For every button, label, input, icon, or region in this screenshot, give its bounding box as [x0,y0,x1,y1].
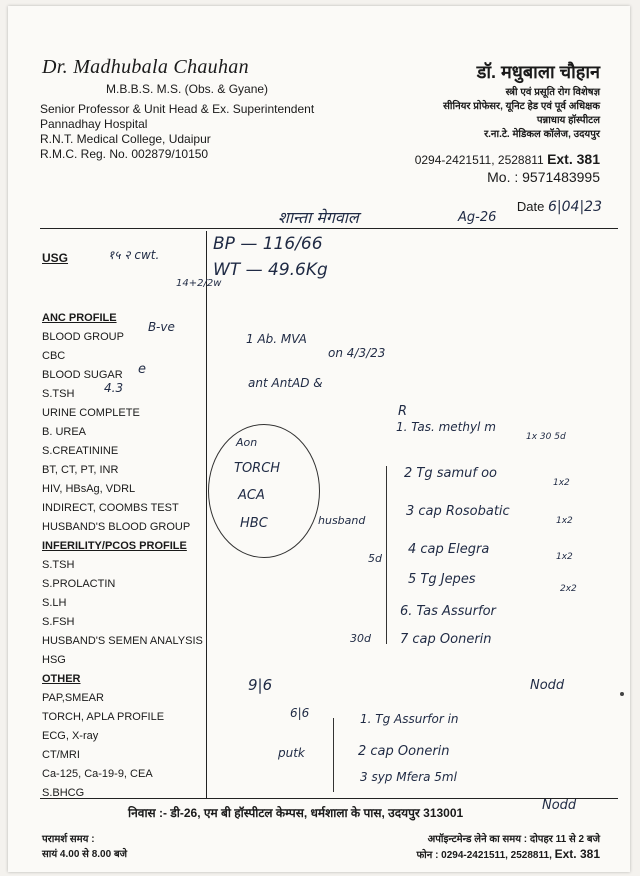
hw-follow-up-2: 6|6 [290,706,310,720]
hw-line1: 1 Ab. MVA [246,332,307,346]
checklist-item: TORCH, APLA PROFILE [42,711,165,723]
consult-time: सायं 4.00 से 8.00 बजे [42,849,128,860]
patient-name: शान्ता मेगवाल [278,208,359,227]
consult-hours [42,832,127,862]
detail-line: पन्नाधाय हॉस्पीटल [536,115,600,126]
hw-dose: 2x2 [560,584,577,594]
detail-line: R.N.T. Medical College, Udaipur [40,132,211,146]
checklist-heading: INFERILITY/PCOS PROFILE [42,540,187,552]
hw-med: 5 Tg Jepes [408,572,476,587]
hw-late-med: 2 cap Oonerin [358,744,450,759]
usg-label: USG [42,251,69,265]
hw-husband: husband [318,514,366,527]
checklist-heading: ANC PROFILE [42,312,117,324]
checklist-item: HIV, HBsAg, VDRL [42,483,136,495]
checklist-item: CT/MRI [42,749,80,761]
checklist-item: B. UREA [42,426,87,438]
detail-line: R.M.C. Reg. No. 002879/10150 [40,147,209,161]
hw-late-med: 1. Tg Assurfor in [360,712,459,726]
hw-usg-note: १५ २ cwt. [108,248,160,262]
checklist-item: HSG [42,654,66,666]
checklist-item: HUSBAND'S SEMEN ANALYSIS [42,635,203,647]
hw-margin-5d: 5d [368,552,382,565]
phone-ext: Ext. 381 [547,151,600,167]
hw-line1-date: on 4/3/23 [328,346,386,360]
doctor-degree: M.B.B.S. M.S. (Obs. & Gyane) [106,82,269,96]
hw-med: 6. Tas Assurfor [400,604,496,619]
doctor-details-hindi [443,86,600,142]
appointment-phone [416,847,600,863]
checklist-item: S.BHCG [42,787,85,799]
consult-label: परामर्श समय : [42,834,95,845]
hw-bp: BP — 116/66 [213,234,323,254]
hw-bracket-late [333,718,334,792]
hw-follow-up-1: 9|6 [248,676,273,694]
hw-late-med: 3 syp Mfera 5ml [360,770,457,784]
hw-bracket [386,466,387,644]
checklist-item: S.LH [42,597,67,609]
hw-circle-item: Aon [236,436,258,449]
checklist-item: S.TSH [42,559,75,571]
checklist-item: BLOOD GROUP [42,331,124,343]
doctor-name-hindi: डॉ. मधुबाला चौहान [476,62,600,82]
checklist-item: S.CREATININE [42,445,119,457]
phone-numbers: 0294-2421511, 2528811 [414,153,544,167]
hw-line2: ant AntAD & [248,376,323,390]
date-row [517,199,602,215]
hw-circle-item: ACA [238,488,265,503]
checklist-item: PAP,SMEAR [42,692,104,704]
hw-med: 4 cap Elegra [408,542,490,557]
detail-line: र.ना.टे. मेडिकल कॉलेज, उदयपुर [484,129,600,140]
handwritten-code: Ag-26 [458,210,497,225]
clinic-address: निवास :- डी-26, एम बी हॉस्पीटल केम्पस, धर्मशाला के पास, उदयपुर 313001 [128,806,464,820]
checklist-item: BLOOD SUGAR [42,369,123,381]
checklist-item: BT, CT, PT, INR [42,464,119,476]
hw-med: 1. Tas. methyl m [396,420,496,434]
checklist-item: HUSBAND'S BLOOD GROUP [42,521,191,533]
checklist-item: S.PROLACTIN [42,578,116,590]
hw-nodd: Nodd [530,678,565,693]
hw-med: 2 Tg samuf oo [404,466,497,481]
checklist-item: S.FSH [42,616,75,628]
appointment-phone-numbers: फोन : 0294-2421511, 2528811, [416,850,552,861]
hw-usg-note-2: 14+2/2w [176,278,222,289]
detail-line: Senior Professor & Unit Head & Ex. Superintendent [40,102,315,116]
checklist-item: Ca-125, Ca-19-9, CEA [42,768,153,780]
hw-med: 3 cap Rosobatic [406,504,510,519]
hw-blood-sugar: e [138,362,146,377]
hw-late-margin: putk [278,746,305,760]
checklist-item: ECG, X-ray [42,730,99,742]
hw-footer-sign: Nodd [542,798,577,813]
hw-dose: 1x2 [556,516,573,526]
hw-circle-item: HBC [240,516,268,531]
prescription-sheet [8,6,630,872]
checklist-item: URINE COMPLETE [42,407,140,419]
divider-top [40,228,618,229]
hw-med: 7 cap Oonerin [400,632,492,647]
hw-weight: WT — 49.6Kg [213,260,328,280]
doctor-details-english [40,102,314,162]
appointment-ext: Ext. 381 [554,847,600,861]
checklist-item: CBC [42,350,66,362]
hw-blood-group: B-ve [148,320,175,334]
clinic-phone [415,151,600,167]
checklist-item: INDIRECT, COOMBS TEST [42,502,179,514]
hw-margin-30d: 30d [350,632,371,645]
appointment-info [416,832,600,863]
detail-line: सीनियर प्रोफेसर, यूनिट हेड एवं पूर्व अधिक्षक [443,101,600,112]
hw-rx: R [398,404,408,419]
hw-dose: 1x 30 5d [526,432,566,442]
date-value: 6|04|23 [548,199,602,215]
hw-dose: 1x2 [553,478,570,488]
doctor-name-english: Dr. Madhubala Chauhan [42,56,249,78]
detail-line: स्त्री एवं प्रसूति रोग विशेषज्ञ [505,87,600,98]
checklist-item: S.TSH [42,388,75,400]
mobile-number: Mo. : 9571483995 [487,169,600,185]
hw-tsh: 4.3 [104,381,124,395]
hw-dose: 1x2 [556,552,573,562]
date-label: Date [516,199,545,214]
paper-speck [620,692,624,696]
appointment-time: अपॉइन्टमेन्ड लेने का समय : दोपहर 11 से 2 बजे [427,834,600,845]
detail-line: Pannadhay Hospital [40,117,148,131]
column-divider [206,231,207,799]
hw-circle-item: TORCH [234,461,281,476]
checklist-heading: OTHER [42,673,81,685]
